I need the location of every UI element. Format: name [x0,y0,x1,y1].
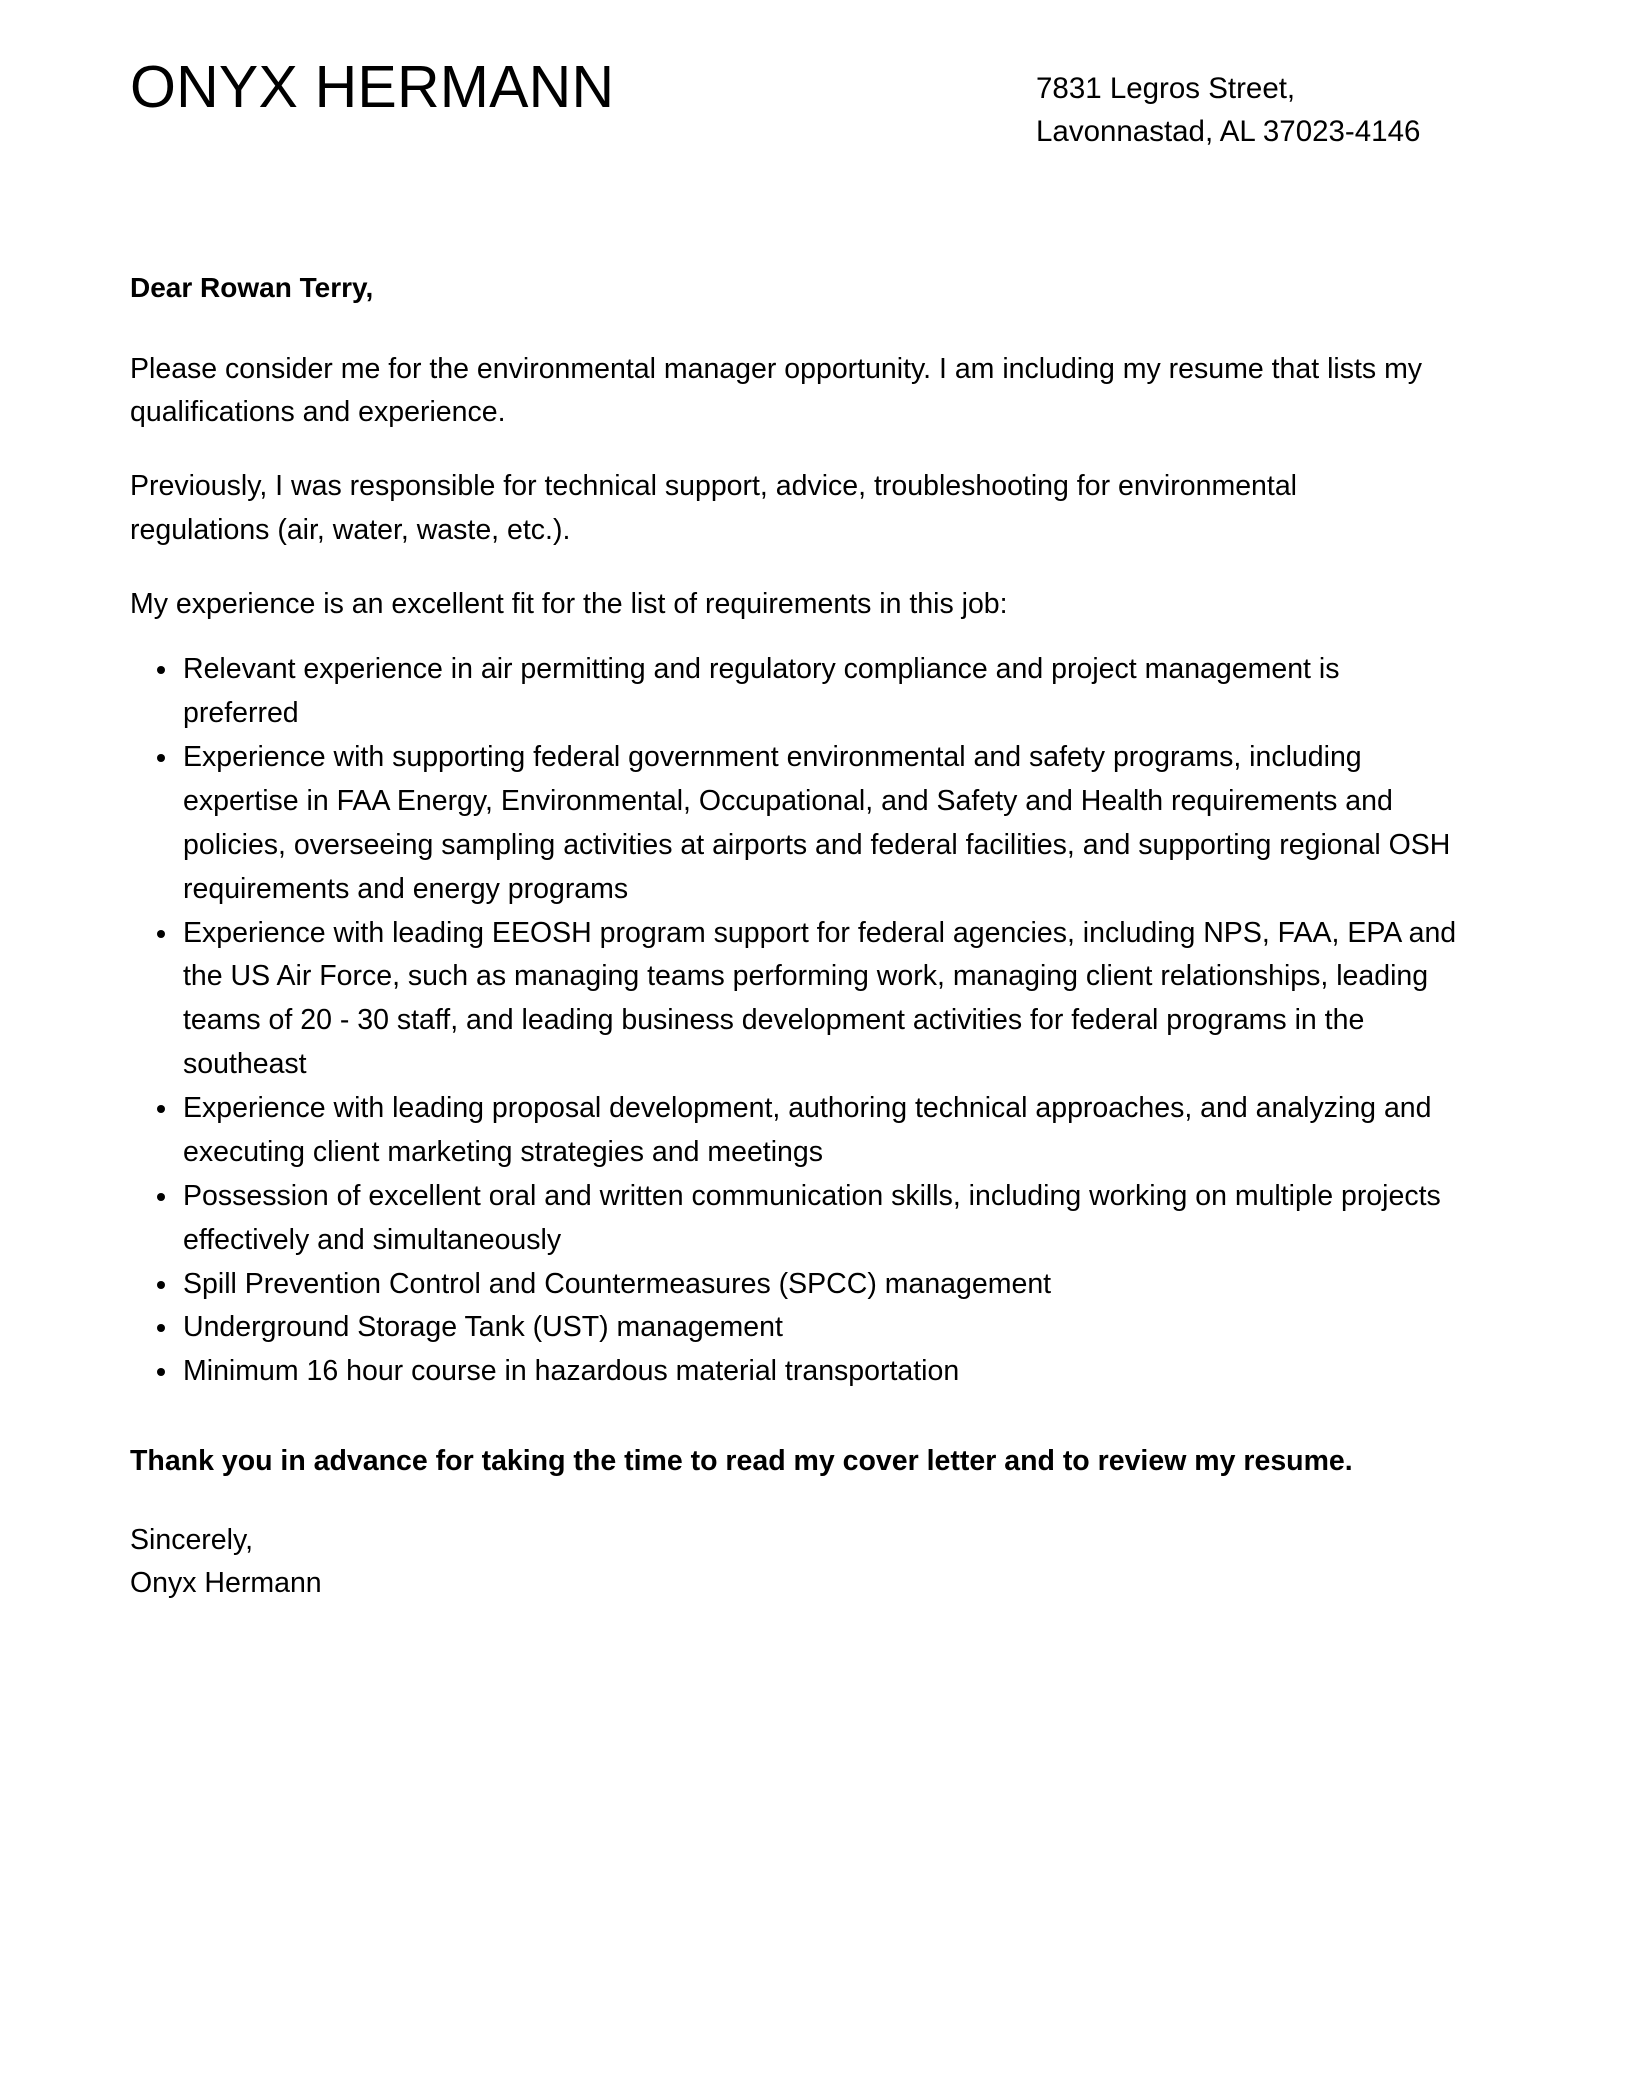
list-item: Experience with supporting federal government environmental and safety programs, including expertise in FAA Energy, Environmental, Occupational, and Safety and Health requirements and policies, overseeing sampling activities at airports and federal facilities, and supporting regional OSH requirements and energy programs [130,736,1460,912]
paragraph-experience: Previously, I was responsible for technical support, advice, troubleshooting for environmental regulations (air, water, waste, etc.). [130,470,1297,546]
qualifications-list [130,648,1460,1394]
address-line-city-state-zip: Lavonnastad, AL 37023-4146 [1036,115,1421,149]
signoff-name: Onyx Hermann [130,1567,322,1600]
applicant-name-block [130,56,614,120]
closing-statement: Thank you in advance for taking the time to read my cover letter and to review my resume. [130,1445,1353,1478]
list-item: Minimum 16 hour course in hazardous material transportation [130,1350,1460,1394]
list-item: Experience with leading EEOSH program support for federal agencies, including NPS, FAA, EPA and the US Air Force, such as managing teams performing work, managing client relationships, leading teams of 20 - 30 staff, and leading business development activities for federal programs in the southeast [130,912,1460,1088]
letter-header [130,0,1502,153]
letter-content [130,0,1502,1605]
applicant-name: ONYX HERMANN [130,54,615,120]
salutation: Dear Rowan Terry, [130,272,374,304]
paragraph-requirements-lead-in: My experience is an excellent fit for the list of requirements in this job: [130,587,1008,620]
signoff-closing: Sincerely, [130,1524,254,1557]
list-item: Underground Storage Tank (UST) management [130,1306,1460,1350]
list-item: Experience with leading proposal development, authoring technical approaches, and analyzing and executing client marketing strategies and meetings [130,1087,1460,1175]
list-item: Relevant experience in air permitting and regulatory compliance and project management is preferred [130,648,1460,736]
letter-body [130,268,1502,1605]
signoff-block [130,1519,1502,1605]
address-line-street: 7831 Legros Street, [1036,72,1296,105]
list-item: Spill Prevention Control and Countermeasures (SPCC) management [130,1263,1460,1307]
list-item: Possession of excellent oral and written communication skills, including working on multiple projects effectively and simultaneously [130,1175,1460,1263]
paragraph-intro: Please consider me for the environmental manager opportunity. I am including my resume that lists my qualifications and experience. [130,352,1423,429]
applicant-address-block [1036,56,1502,153]
